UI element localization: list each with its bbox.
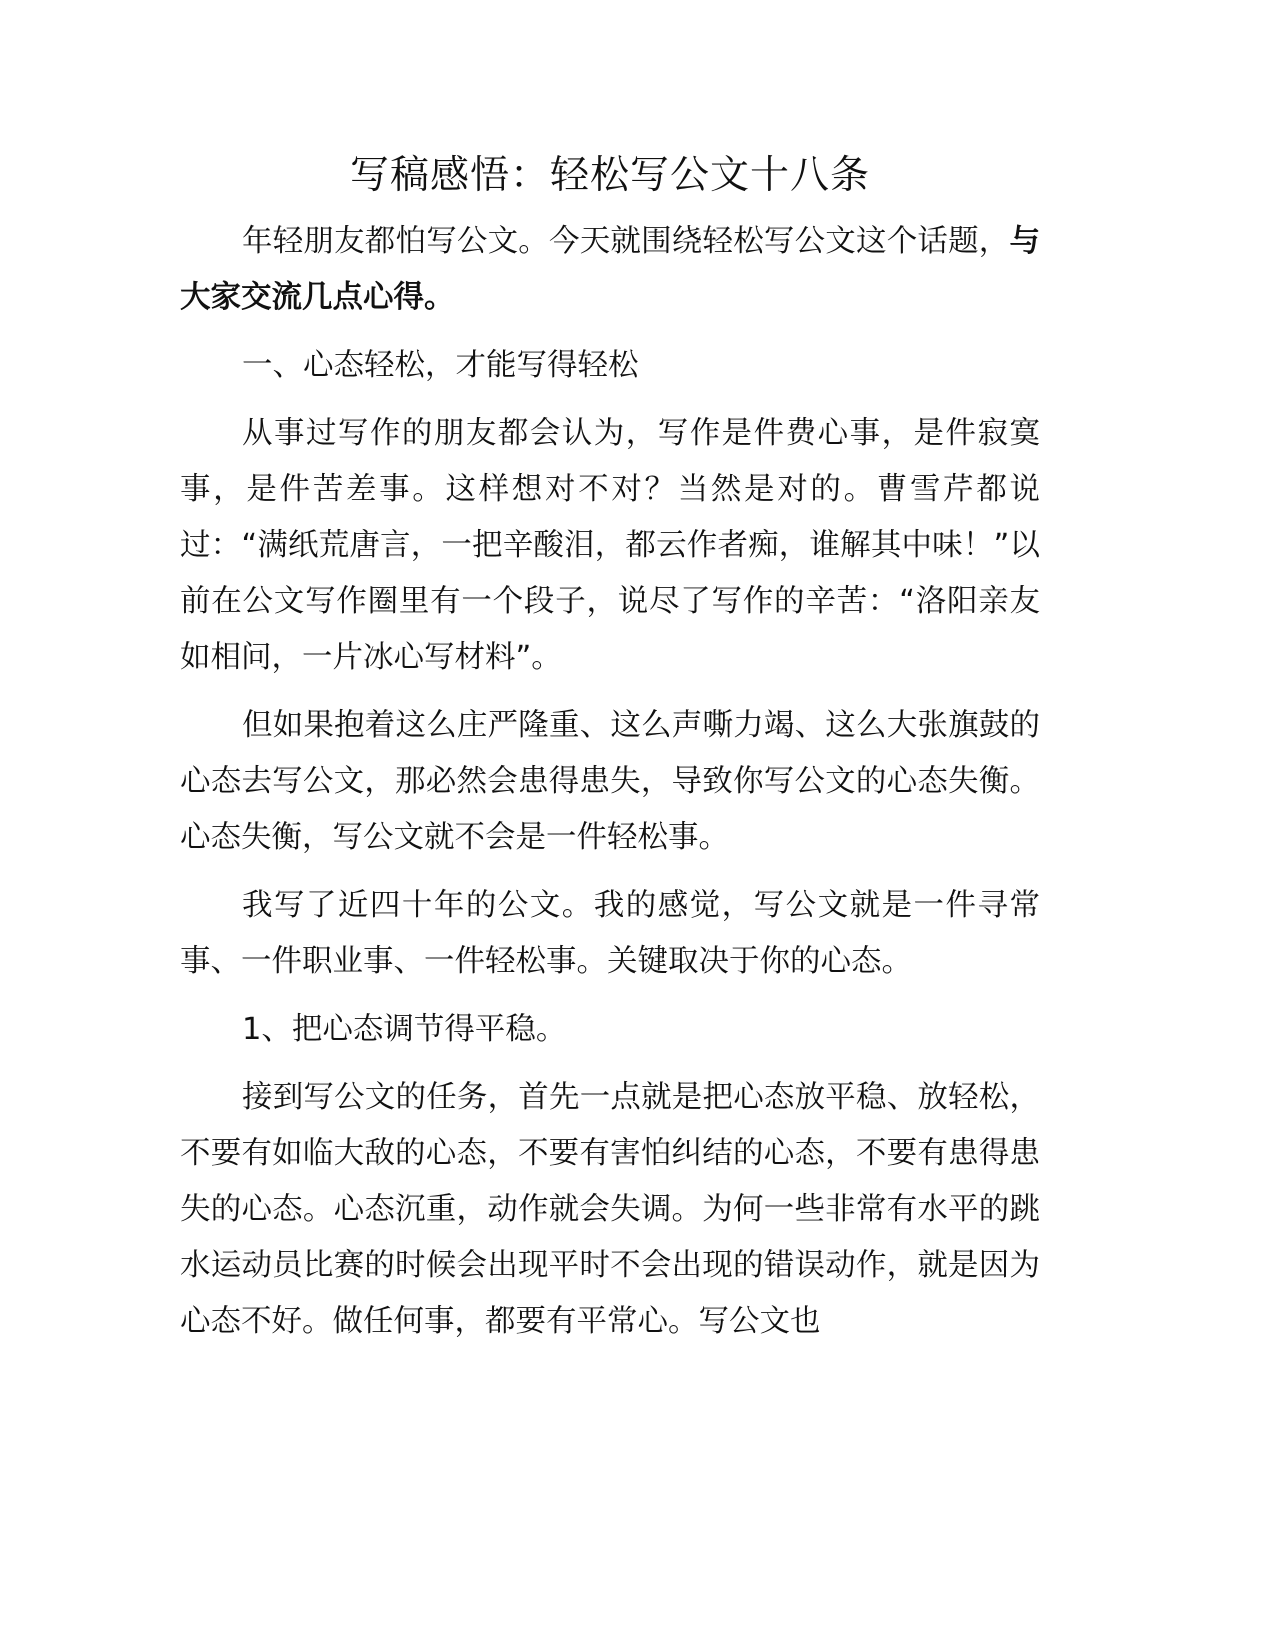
document-body <box>180 148 1040 1362</box>
section-heading-1: 一、心态轻松，才能写得轻松 <box>242 348 639 383</box>
intro-text-bold: 与大家交流几点心得。 <box>180 224 1040 315</box>
body-paragraph: 从事过写作的朋友都会认为，写作是件费心事，是件寂寞事，是件苦差事。这样想对不对？当然是对的。曹雪芹都说过：“满纸荒唐言，一把辛酸泪，都云作者痴，谁解其中味！”以前在公文写作圈里有一个段子，说尽了写作的辛苦：“洛阳亲友如相问，一片冰心写材料”。 <box>180 416 1040 675</box>
document-title: 写稿感悟：轻松写公文十八条 <box>349 153 870 198</box>
intro-text: 年轻朋友都怕写公文。今天就围绕轻松写公文这个话题， <box>242 224 1010 259</box>
subheading-1: 1、把心态调节得平稳。 <box>242 1012 567 1047</box>
body-paragraph: 但如果抱着这么庄严隆重、这么声嘶力竭、这么大张旗鼓的心态去写公文，那必然会患得患失，导致你写公文的心态失衡。心态失衡，写公文就不会是一件轻松事。 <box>180 708 1040 855</box>
body-paragraph: 接到写公文的任务，首先一点就是把心态放平稳、放轻松，不要有如临大敌的心态，不要有害怕纠结的心态，不要有患得患失的心态。心态沉重，动作就会失调。为何一些非常有水平的跳水运动员比赛的时候会出现平时不会出现的错误动作，就是因为心态不好。做任何事，都要有平常心。写公文也 <box>180 1080 1040 1339</box>
intro-paragraph <box>180 214 1040 326</box>
body-paragraph: 我写了近四十年的公文。我的感觉，写公文就是一件寻常事、一件职业事、一件轻松事。关键取决于你的心态。 <box>180 888 1040 979</box>
